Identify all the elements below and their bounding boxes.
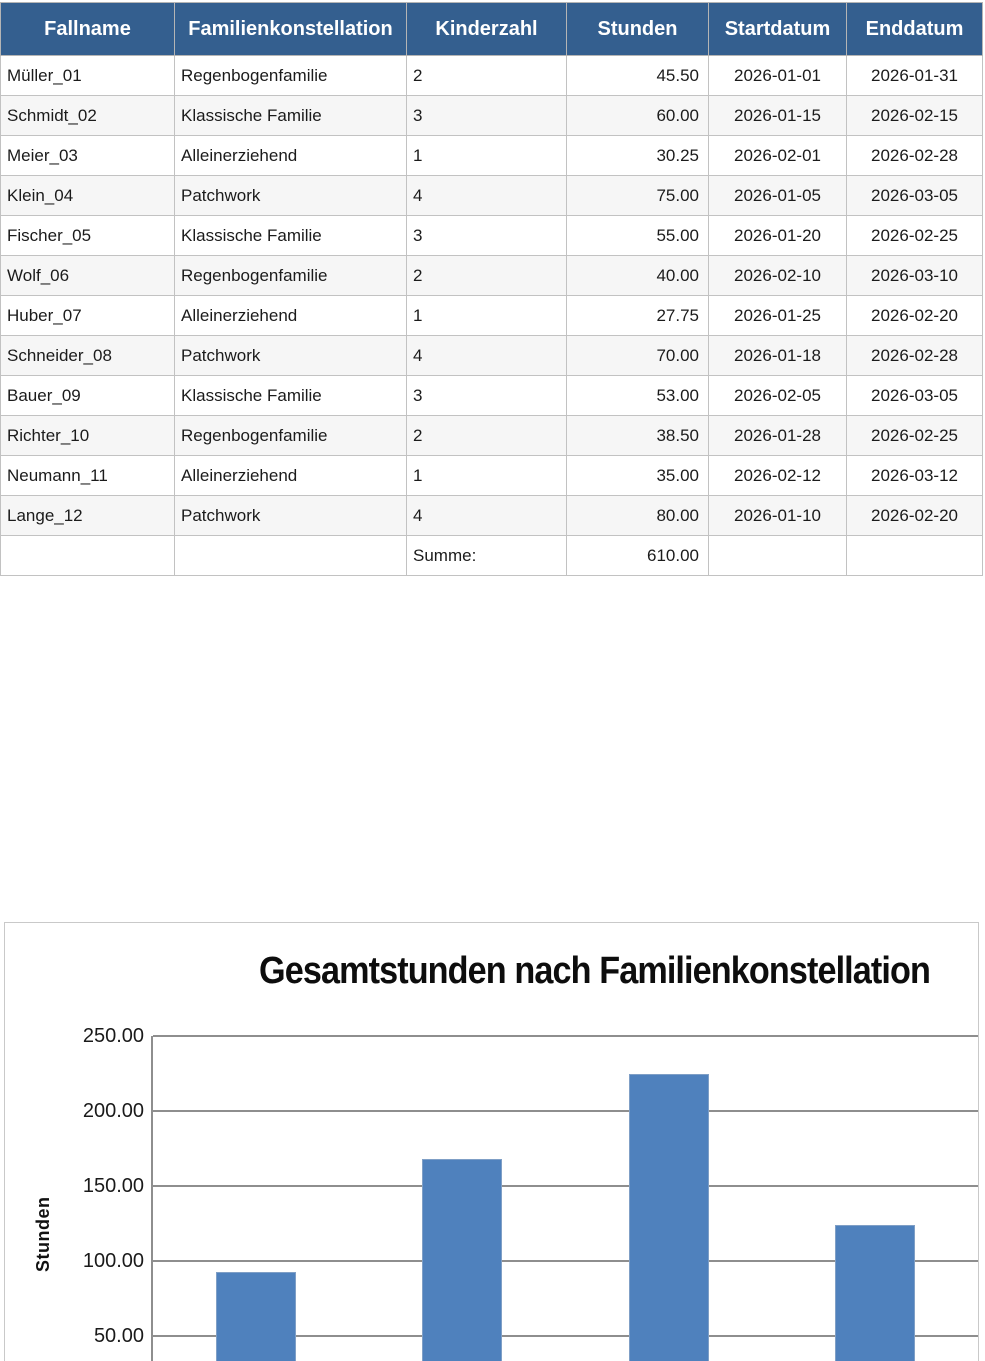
y-tick-label: 50.00	[93, 1325, 144, 1347]
table-cell: Klassische Familie	[175, 216, 407, 256]
table-cell: 70.00	[567, 336, 709, 376]
table-cell: 2026-02-25	[847, 416, 983, 456]
table-cell: 2026-01-10	[709, 496, 847, 536]
table-cell: 2026-01-25	[709, 296, 847, 336]
table-cell: 4	[407, 496, 567, 536]
empty-cell	[175, 536, 407, 576]
table-cell: Patchwork	[175, 176, 407, 216]
table-cell: 30.25	[567, 136, 709, 176]
column-header: Stunden	[567, 3, 709, 56]
table-cell: 2026-01-15	[709, 96, 847, 136]
table-row	[1, 136, 983, 176]
table-cell: 2026-02-20	[847, 296, 983, 336]
table-cell: 2026-01-31	[847, 56, 983, 96]
table-cell: 2026-02-10	[709, 256, 847, 296]
y-tick-label: 200.00	[82, 1100, 144, 1122]
table-cell: 55.00	[567, 216, 709, 256]
table-cell: 2026-02-12	[709, 456, 847, 496]
table-cell: 2	[407, 56, 567, 96]
table-row	[1, 456, 983, 496]
table-cell: 2026-01-05	[709, 176, 847, 216]
table-cell: Klassische Familie	[175, 96, 407, 136]
table-cell: 2026-03-12	[847, 456, 983, 496]
table-cell: Wolf_06	[1, 256, 175, 296]
y-tick-label: 250.00	[82, 1025, 144, 1047]
table-cell: 2026-02-01	[709, 136, 847, 176]
table-cell: Klassische Familie	[175, 376, 407, 416]
empty-cell	[847, 536, 983, 576]
column-header: Kinderzahl	[407, 3, 567, 56]
table-cell: Müller_01	[1, 56, 175, 96]
table-cell: 3	[407, 376, 567, 416]
table-cell: 1	[407, 296, 567, 336]
table-cell: Klein_04	[1, 176, 175, 216]
table-cell: Huber_07	[1, 296, 175, 336]
table-cell: 2026-01-18	[709, 336, 847, 376]
column-header: Enddatum	[847, 3, 983, 56]
empty-cell	[1, 536, 175, 576]
table-cell: Neumann_11	[1, 456, 175, 496]
table-cell: 2026-01-28	[709, 416, 847, 456]
table-cell: 1	[407, 136, 567, 176]
table-cell: 2026-03-10	[847, 256, 983, 296]
table-cell: 53.00	[567, 376, 709, 416]
table-cell: 2026-03-05	[847, 376, 983, 416]
table-cell: 35.00	[567, 456, 709, 496]
table-cell: Patchwork	[175, 496, 407, 536]
table-row	[1, 336, 983, 376]
table-header-row	[1, 3, 983, 56]
table-cell: 4	[407, 176, 567, 216]
gridline	[153, 1110, 978, 1112]
table-cell: 2026-02-28	[847, 136, 983, 176]
table-row	[1, 416, 983, 456]
table-cell: 60.00	[567, 96, 709, 136]
gridline	[153, 1185, 978, 1187]
table-row	[1, 296, 983, 336]
case-hours-table	[0, 2, 983, 576]
table-cell: Patchwork	[175, 336, 407, 376]
table-cell: Alleinerziehend	[175, 296, 407, 336]
table-cell: 38.50	[567, 416, 709, 456]
table-row	[1, 176, 983, 216]
table-cell: 1	[407, 456, 567, 496]
table-cell: Schmidt_02	[1, 96, 175, 136]
chart-bar	[216, 1272, 296, 1361]
table-cell: 80.00	[567, 496, 709, 536]
table-cell: Regenbogenfamilie	[175, 416, 407, 456]
table-cell: 2	[407, 416, 567, 456]
table-cell: Alleinerziehend	[175, 456, 407, 496]
table-cell: 2026-02-15	[847, 96, 983, 136]
y-tick-label: 100.00	[82, 1250, 144, 1272]
table-cell: Alleinerziehend	[175, 136, 407, 176]
plot-area	[153, 1036, 978, 1361]
table-cell: Regenbogenfamilie	[175, 56, 407, 96]
y-tick-label: 150.00	[82, 1175, 144, 1197]
column-header: Fallname	[1, 3, 175, 56]
table-cell: Richter_10	[1, 416, 175, 456]
table-cell: 3	[407, 216, 567, 256]
chart-bar	[629, 1074, 709, 1361]
table-cell: 2026-01-20	[709, 216, 847, 256]
table-cell: 40.00	[567, 256, 709, 296]
sum-label: Summe:	[407, 536, 567, 576]
table-row	[1, 216, 983, 256]
y-axis-line	[151, 1036, 153, 1361]
chart-title: Gesamtstunden nach Familienkonstellation	[259, 950, 930, 992]
bar-chart-container	[4, 922, 979, 1361]
table-cell: 45.50	[567, 56, 709, 96]
sum-value: 610.00	[567, 536, 709, 576]
table-cell: 2026-02-20	[847, 496, 983, 536]
chart-bar	[422, 1159, 502, 1361]
gridline	[153, 1035, 978, 1037]
chart-bar	[835, 1225, 915, 1361]
sum-row	[1, 536, 983, 576]
table-row	[1, 256, 983, 296]
table-cell: 2026-03-05	[847, 176, 983, 216]
table-cell: 3	[407, 96, 567, 136]
column-header: Startdatum	[709, 3, 847, 56]
table-cell: 4	[407, 336, 567, 376]
y-axis-title: Stunden	[33, 1196, 53, 1272]
table-cell: Meier_03	[1, 136, 175, 176]
table-cell: Bauer_09	[1, 376, 175, 416]
table-cell: 2026-01-01	[709, 56, 847, 96]
table-cell: Fischer_05	[1, 216, 175, 256]
table-row	[1, 56, 983, 96]
table-row	[1, 376, 983, 416]
table-cell: Regenbogenfamilie	[175, 256, 407, 296]
empty-cell	[709, 536, 847, 576]
table-cell: Lange_12	[1, 496, 175, 536]
table-cell: Schneider_08	[1, 336, 175, 376]
table-cell: 2	[407, 256, 567, 296]
table-cell: 2026-02-05	[709, 376, 847, 416]
table-cell: 75.00	[567, 176, 709, 216]
table-cell: 2026-02-25	[847, 216, 983, 256]
table-cell: 2026-02-28	[847, 336, 983, 376]
table-row	[1, 96, 983, 136]
column-header: Familienkonstellation	[175, 3, 407, 56]
table-row	[1, 496, 983, 536]
table-cell: 27.75	[567, 296, 709, 336]
